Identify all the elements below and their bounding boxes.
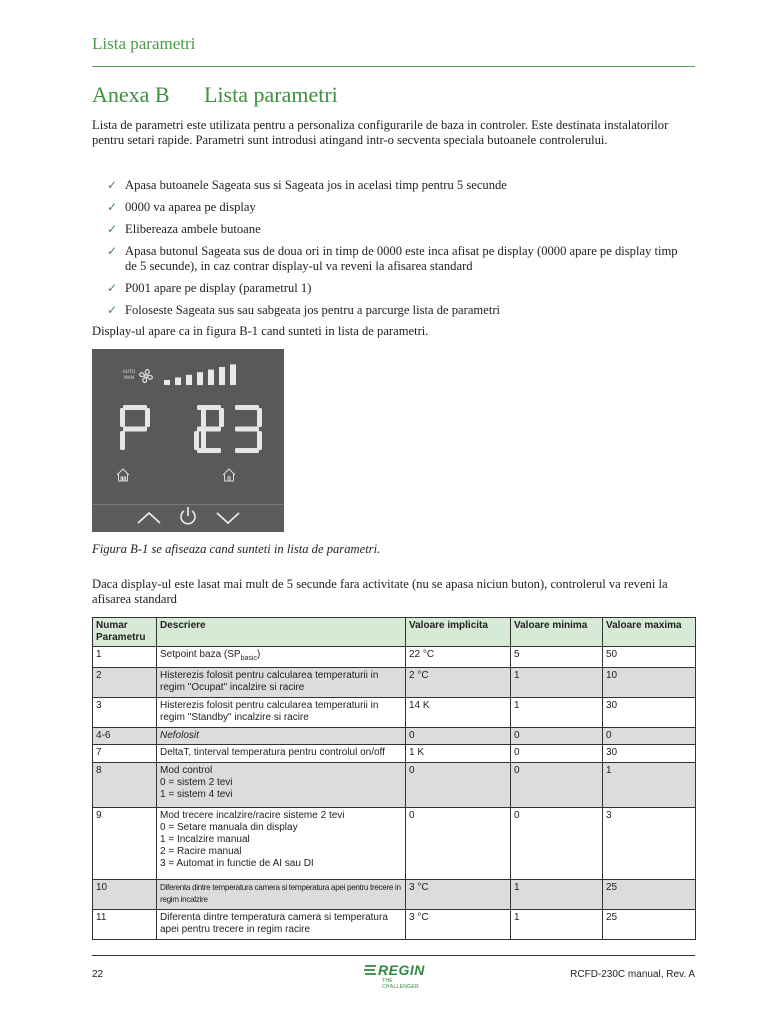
checkmark-icon: ✓ <box>107 281 118 295</box>
segment <box>197 448 221 453</box>
home-icon <box>117 469 129 481</box>
steps-list <box>92 178 692 325</box>
fan-bar <box>175 377 181 385</box>
col-header-desc: Descriere <box>157 618 406 647</box>
figure-caption: Figura B-1 se afiseaza cand sunteti in lista de parametri. <box>92 542 381 556</box>
table-header-row <box>93 618 696 647</box>
list-item: ✓ Elibereaza ambele butoane <box>107 222 261 236</box>
checkmark-icon: ✓ <box>107 178 118 192</box>
fan-speed-bars <box>164 364 236 385</box>
fan-icon <box>140 370 153 383</box>
fan-bar <box>208 370 214 385</box>
home-eco-icon <box>223 469 235 481</box>
table-row: 8 Mod control 0 = sistem 2 tevi 1 = sistem 4 tevi 0 0 1 <box>93 763 696 808</box>
fan-bar <box>164 380 170 385</box>
col-header-min: Valoare minima <box>511 618 603 647</box>
segment <box>123 427 147 432</box>
arrow-up-icon <box>138 513 160 523</box>
segment <box>235 448 259 453</box>
list-item: ✓ 0000 va aparea pe display <box>107 200 256 214</box>
list-item: ✓ Foloseste Sageata sus sau sabgeata jos pentru a parcurge lista de parametri <box>107 303 501 317</box>
controller-display-figure <box>92 349 284 532</box>
fan-bar <box>186 375 192 385</box>
col-header-max: Valoare maxima <box>603 618 696 647</box>
arrow-down-icon <box>217 513 239 523</box>
segment <box>201 408 206 427</box>
table-row: 11 Diferenta dintre temperatura camera si temperatura apei pentru trecere in regim racire 3 °C 1 25 <box>93 910 696 940</box>
parameter-table <box>92 617 696 940</box>
col-header-default: Valoare implicita <box>406 618 511 647</box>
timeout-paragraph: Daca display-ul este lasat mai mult de 5 secunde fara activitate (nu se apasa niciun buton), controlerul va reveni la afisarea standard <box>92 577 668 606</box>
segment <box>120 431 125 450</box>
power-icon <box>181 507 195 524</box>
page-number: 22 <box>92 969 104 980</box>
table-row: 9 Mod trecere incalzire/racire sisteme 2 tevi 0 = Setare manuala din display 1 = Incalzire manual 2 = Racire manual 3 = Automat in functie de AI sau DI 0 0 3 <box>93 808 696 880</box>
fan-bar <box>197 372 203 385</box>
fan-bar <box>219 367 225 385</box>
section-number: Anexa B <box>92 82 170 107</box>
segment <box>197 427 221 432</box>
table-row: 3 Histerezis folosit pentru calcularea temperaturii in regim "Standby" incalzire si racire 14 K 1 30 <box>93 698 696 728</box>
header-divider <box>92 66 695 67</box>
display-caption: Display-ul apare ca in figura B-1 cand sunteti in lista de parametri. <box>92 324 429 338</box>
regin-logo: REGIN THE CHALLENGER <box>364 962 426 986</box>
list-item: ✓ Apasa butonul Sageata sus de doua ori in timp de 0000 este inca afisat pe display (0000 apare pe display timp de 5 secunde), in caz contrar display-ul va reveni la afisarea standard <box>107 244 678 273</box>
table-row: 1 Setpoint baza $(SP_{basic})$ 22 °C 5 50 <box>93 647 696 668</box>
segment <box>235 427 259 432</box>
table-row: 2 Histerezis folosit pentru calcularea temperaturii in regim "Ocupat" incalzire si racire 2 °C 1 10 <box>93 668 696 698</box>
checkmark-icon: ✓ <box>107 303 118 317</box>
fan-bar <box>230 364 236 385</box>
table-row: 4-6 Nefolosit 0 0 0 <box>93 728 696 745</box>
section-heading <box>92 82 338 108</box>
list-item: ✓ P001 apare pe display (parametrul 1) <box>107 281 312 295</box>
segment <box>201 431 206 450</box>
segment <box>235 405 259 410</box>
segment-readout <box>120 405 262 453</box>
segment <box>219 408 224 427</box>
running-header: Lista parametri <box>92 34 196 53</box>
checkmark-icon: ✓ <box>107 244 118 258</box>
display-graphics <box>92 349 284 532</box>
section-title: Lista parametri <box>204 82 338 107</box>
segment <box>194 431 199 450</box>
segment <box>123 405 147 410</box>
intro-paragraph: Lista de parametri este utilizata pentru a personaliza configurarile de baza in controler. Este destinata instalatorilor pentru setari rapide. Parametri sunt introdusi atingand intr-o secventa speciala butoanele controlerului. <box>92 118 669 147</box>
checkmark-icon: ✓ <box>107 200 118 214</box>
segment <box>257 408 262 427</box>
col-header-num: Numar Parametru <box>93 618 157 647</box>
document-reference: RCFD-230C manual, Rev. A <box>570 969 695 980</box>
segment <box>120 408 125 427</box>
footer-divider <box>92 955 695 956</box>
segment <box>145 408 150 427</box>
table-row: 10 Diferenta dintre temperatura camera si temperatura apei pentru trecere in regim incalzire 3 °C 1 25 <box>93 880 696 910</box>
segment <box>257 431 262 450</box>
checkmark-icon: ✓ <box>107 222 118 236</box>
table-row: 7 DeltaT, tinterval temperatura pentru controlul on/off 1 K 0 30 <box>93 745 696 763</box>
auto-man-indicator: AUTO MAN <box>122 370 136 381</box>
segment <box>197 405 221 410</box>
list-item: ✓ Apasa butoanele Sageata sus si Sageata jos in acelasi timp pentru 5 secunde <box>107 178 507 192</box>
